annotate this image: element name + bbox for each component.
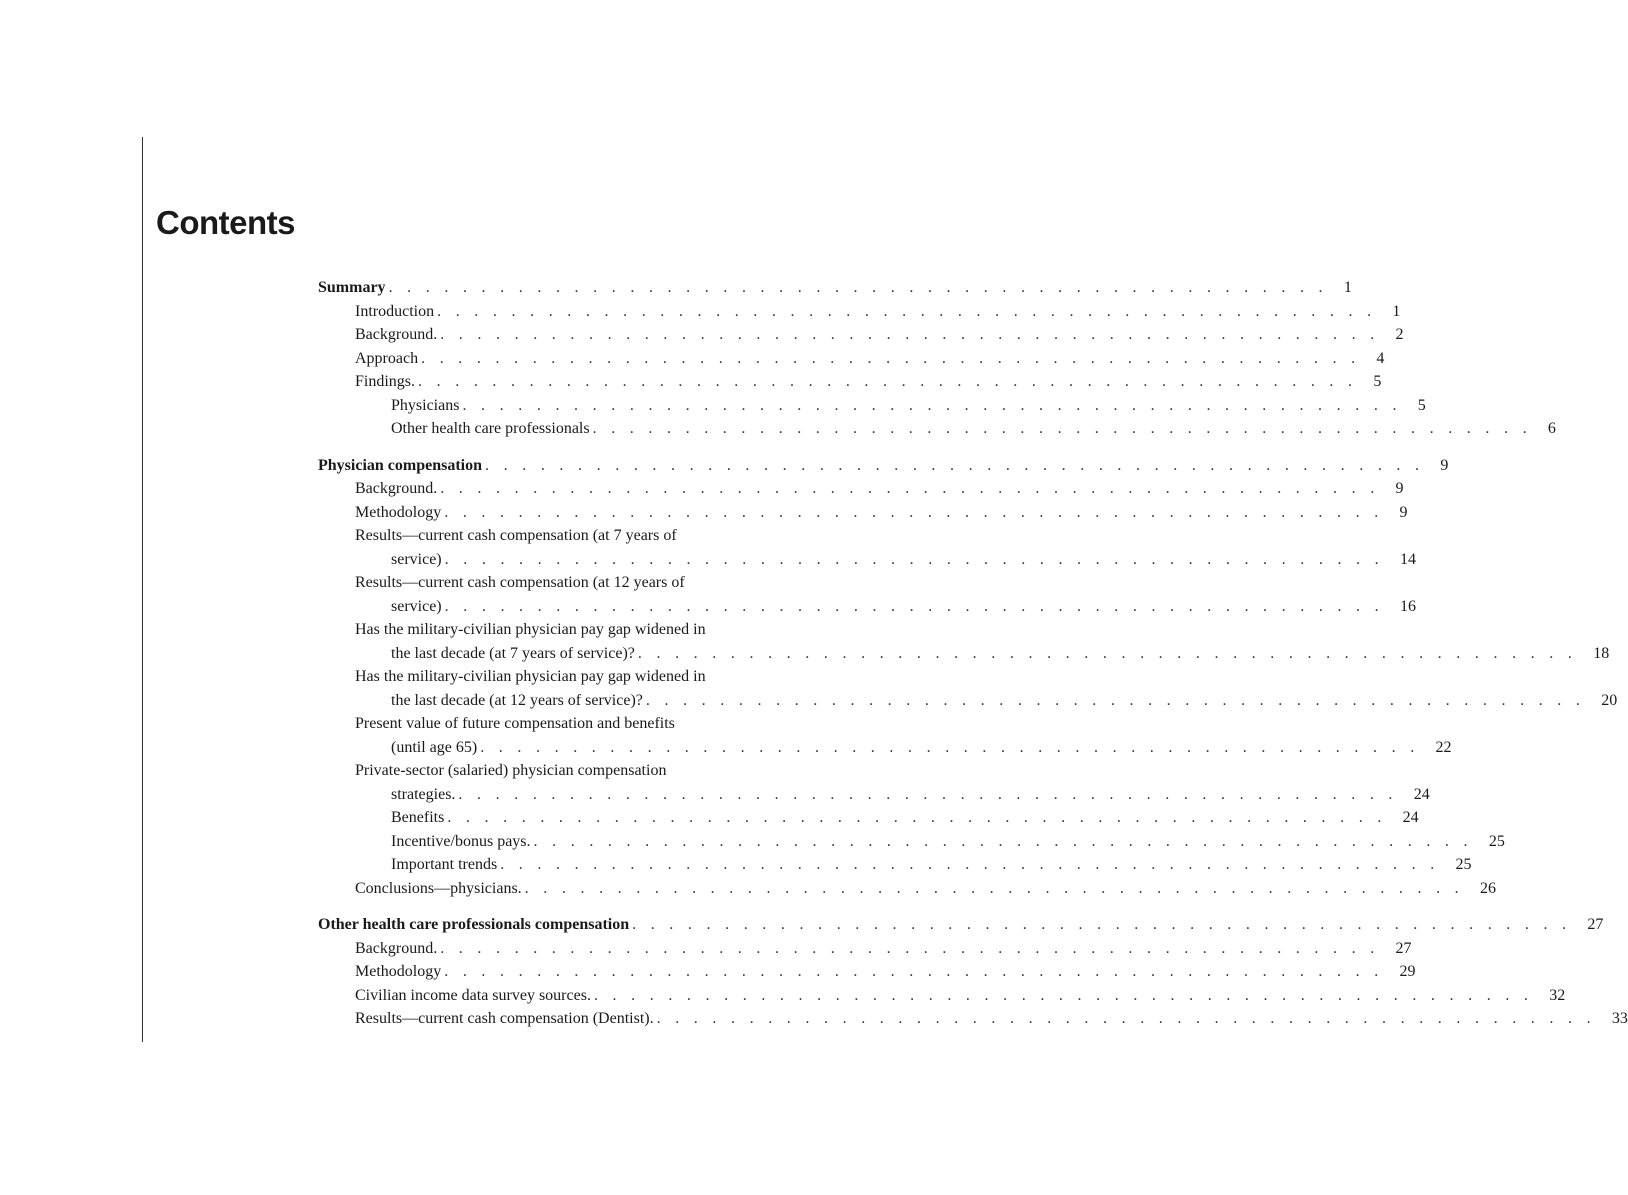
toc-entry-line[interactable] [318, 759, 838, 783]
toc-entry-text: Incentive/bonus pays. [391, 832, 531, 850]
dot-leader: . . . . . . . . . . . . . . . . . . . . . . . . . . . . . . . . . . . . . . . . . . . . . . . . . . . [388, 279, 1328, 296]
dot-leader: . . . . . . . . . . . . . . . . . . . . . . . . . . . . . . . . . . . . . . . . . . . . . . . . . . . [524, 879, 1464, 897]
dot-leader: . . . . . . . . . . . . . . . . . . . . . . . . . . . . . . . . . . . . . . . . . . . . . . . . . . . [480, 738, 1420, 756]
toc-page-number: 14 [1399, 550, 1416, 568]
toc-page-number: 9 [1399, 503, 1408, 521]
dot-leader: . . . . . . . . . . . . . . . . . . . . . . . . . . . . . . . . . . . . . . . . . . . . . . . . . . . [440, 326, 1380, 343]
toc-page-number: 29 [1399, 963, 1416, 980]
toc-page-number: 20 [1601, 691, 1618, 709]
toc-page-number: 4 [1376, 349, 1385, 367]
toc-page-number: 22 [1435, 738, 1452, 756]
toc-entry-text: Important trends [391, 856, 498, 873]
toc-entry-text: Has the military-civilian physician pay gap widened in [355, 621, 706, 638]
toc-page-number: 2 [1395, 326, 1404, 343]
toc-page-number: 33 [1611, 1010, 1628, 1027]
toc-section-heading[interactable] [318, 913, 1604, 937]
toc-page-number: 5 [1373, 373, 1382, 390]
toc-entry-text: Other health care professionals [391, 420, 590, 437]
toc-entry[interactable] [318, 347, 1385, 371]
toc-entry-text: Benefits [391, 809, 445, 826]
dot-leader: . . . . . . . . . . . . . . . . . . . . . . . . . . . . . . . . . . . . . . . . . . . . . . . . . . . [418, 373, 1358, 390]
toc-entry-continuation[interactable] [318, 689, 1618, 713]
toc-page-number: 18 [1593, 644, 1610, 662]
page-title: Contents [156, 204, 295, 241]
toc-entry[interactable] [318, 323, 1404, 347]
toc-entry-text: Results—current cash compensation (at 12 years of [355, 574, 685, 591]
dot-leader: . . . . . . . . . . . . . . . . . . . . . . . . . . . . . . . . . . . . . . . . . . . . . . . . . . . [440, 939, 1380, 957]
toc-entry[interactable] [318, 477, 1404, 501]
toc-page-number: 1 [1392, 302, 1401, 320]
dot-leader: . . . . . . . . . . . . . . . . . . . . . . . . . . . . . . . . . . . . . . . . . . . . . . . . . . . [444, 550, 1384, 568]
dot-leader: . . . . . . . . . . . . . . . . . . . . . . . . . . . . . . . . . . . . . . . . . . . . . . . . . . . [458, 785, 1398, 803]
toc-entry-line[interactable] [318, 571, 838, 595]
toc-entry-continuation[interactable] [318, 595, 1416, 619]
toc-page-number: 24 [1402, 809, 1419, 826]
toc-entry-text: Results—current cash compensation (Dentist). [355, 1010, 654, 1027]
toc-entry-text: service) [391, 550, 442, 568]
dot-leader: . . . . . . . . . . . . . . . . . . . . . . . . . . . . . . . . . . . . . . . . . . . . . . . . . . . [592, 420, 1532, 437]
toc-page-number: 5 [1417, 396, 1426, 414]
dot-leader: . . . . . . . . . . . . . . . . . . . . . . . . . . . . . . . . . . . . . . . . . . . . . . . . . . . [637, 644, 1578, 662]
toc-page-number: 25 [1455, 856, 1472, 873]
toc-entry[interactable] [318, 960, 1416, 984]
dot-leader: . . . . . . . . . . . . . . . . . . . . . . . . . . . . . . . . . . . . . . . . . . . . . . . . . . . [437, 302, 1377, 320]
toc-entry-text: Conclusions—physicians. [355, 879, 522, 897]
toc-section [318, 454, 1618, 901]
dot-leader: . . . . . . . . . . . . . . . . . . . . . . . . . . . . . . . . . . . . . . . . . . . . . . . . . . . [444, 963, 1384, 980]
dot-leader: . . . . . . . . . . . . . . . . . . . . . . . . . . . . . . . . . . . . . . . . . . . . . . . . . . . [533, 832, 1473, 850]
toc-entry-text: Civilian income data survey sources. [355, 986, 591, 1004]
dot-leader: . . . . . . . . . . . . . . . . . . . . . . . . . . . . . . . . . . . . . . . . . . . . . . . . . . . [645, 691, 1586, 709]
toc-entry-text: Methodology [355, 503, 442, 521]
toc-entry[interactable] [318, 853, 1472, 877]
toc-entry-continuation[interactable] [318, 736, 1452, 760]
toc-entry-continuation[interactable] [318, 783, 1430, 807]
dot-leader: . . . . . . . . . . . . . . . . . . . . . . . . . . . . . . . . . . . . . . . . . . . . . . . . . . . [500, 856, 1440, 873]
toc-entry-line[interactable] [318, 618, 838, 642]
toc-page-number: 1 [1343, 279, 1352, 296]
dot-leader: . . . . . . . . . . . . . . . . . . . . . . . . . . . . . . . . . . . . . . . . . . . . . . . . . . . [440, 480, 1380, 497]
toc-section [318, 913, 1628, 1031]
toc-entry-text: Background. [355, 326, 438, 343]
toc-entry-text: Present value of future compensation and benefits [355, 715, 675, 732]
toc-entry[interactable] [318, 1007, 1628, 1031]
toc-entry-text: service) [391, 597, 442, 615]
table-of-contents [318, 276, 1628, 1044]
toc-entry[interactable] [318, 877, 1496, 901]
toc-entry-text: Methodology [355, 963, 442, 980]
toc-entry-text: (until age 65) [391, 738, 478, 756]
toc-page-number: 16 [1399, 597, 1416, 615]
toc-page-number: 9 [1440, 456, 1449, 474]
toc-entry[interactable] [318, 830, 1505, 854]
toc-page-number: 26 [1479, 879, 1496, 897]
toc-entry-line[interactable] [318, 665, 838, 689]
dot-leader: . . . . . . . . . . . . . . . . . . . . . . . . . . . . . . . . . . . . . . . . . . . . . . . . . . . [632, 916, 1572, 933]
dot-leader: . . . . . . . . . . . . . . . . . . . . . . . . . . . . . . . . . . . . . . . . . . . . . . . . . . . [462, 396, 1402, 414]
toc-entry-text: Findings. [355, 373, 416, 390]
toc-entry-text: Results—current cash compensation (at 7 years of [355, 527, 677, 544]
toc-page-number: 24 [1413, 785, 1430, 803]
toc-entry[interactable] [318, 417, 1556, 441]
dot-leader: . . . . . . . . . . . . . . . . . . . . . . . . . . . . . . . . . . . . . . . . . . . . . . . . . . . [421, 349, 1361, 367]
toc-page-number: 25 [1488, 832, 1505, 850]
toc-entry-text: Physicians [391, 396, 460, 414]
toc-entry-text: strategies. [391, 785, 456, 803]
toc-entry-text: Other health care professionals compensation [318, 916, 630, 933]
toc-page-number: 27 [1395, 939, 1412, 957]
toc-entry-text: Has the military-civilian physician pay gap widened in [355, 668, 706, 685]
toc-page-number: 27 [1587, 916, 1604, 933]
toc-page-number: 32 [1549, 986, 1566, 1004]
toc-entry-text: Private-sector (salaried) physician compensation [355, 762, 667, 779]
toc-entry-continuation[interactable] [318, 642, 1610, 666]
toc-page-number: 9 [1395, 480, 1404, 497]
toc-entry-text: the last decade (at 7 years of service)? [391, 644, 635, 662]
dot-leader: . . . . . . . . . . . . . . . . . . . . . . . . . . . . . . . . . . . . . . . . . . . . . . . . . . . [593, 986, 1534, 1004]
toc-section [318, 276, 1556, 441]
toc-entry-text: Background. [355, 939, 438, 957]
margin-rule [142, 137, 143, 1042]
dot-leader: . . . . . . . . . . . . . . . . . . . . . . . . . . . . . . . . . . . . . . . . . . . . . . . . . . . [485, 456, 1425, 474]
toc-entry[interactable] [318, 937, 1412, 961]
toc-entry-text: Approach [355, 349, 419, 367]
toc-entry[interactable] [318, 984, 1566, 1008]
toc-entry-text: Background. [355, 480, 438, 497]
toc-entry[interactable] [318, 501, 1408, 525]
toc-entry-line[interactable] [318, 712, 838, 736]
toc-entry-text: Introduction [355, 302, 435, 320]
toc-page-number: 6 [1547, 420, 1556, 437]
dot-leader: . . . . . . . . . . . . . . . . . . . . . . . . . . . . . . . . . . . . . . . . . . . . . . . . . . . [447, 809, 1387, 826]
toc-entry-text: Summary [318, 279, 386, 296]
dot-leader: . . . . . . . . . . . . . . . . . . . . . . . . . . . . . . . . . . . . . . . . . . . . . . . . . . . [444, 597, 1384, 615]
toc-entry[interactable] [318, 300, 1401, 324]
toc-entry-line[interactable] [318, 524, 838, 548]
toc-entry-text: the last decade (at 12 years of service)? [391, 691, 643, 709]
toc-section-heading[interactable] [318, 454, 1449, 478]
toc-entry[interactable] [318, 806, 1419, 830]
dot-leader: . . . . . . . . . . . . . . . . . . . . . . . . . . . . . . . . . . . . . . . . . . . . . . . . . . . [444, 503, 1384, 521]
toc-entry-continuation[interactable] [318, 548, 1416, 572]
dot-leader: . . . . . . . . . . . . . . . . . . . . . . . . . . . . . . . . . . . . . . . . . . . . . . . . . . . [656, 1010, 1596, 1027]
toc-entry-text: Physician compensation [318, 456, 483, 474]
toc-entry[interactable] [318, 370, 1382, 394]
toc-section-heading[interactable] [318, 276, 1352, 300]
toc-entry[interactable] [318, 394, 1426, 418]
